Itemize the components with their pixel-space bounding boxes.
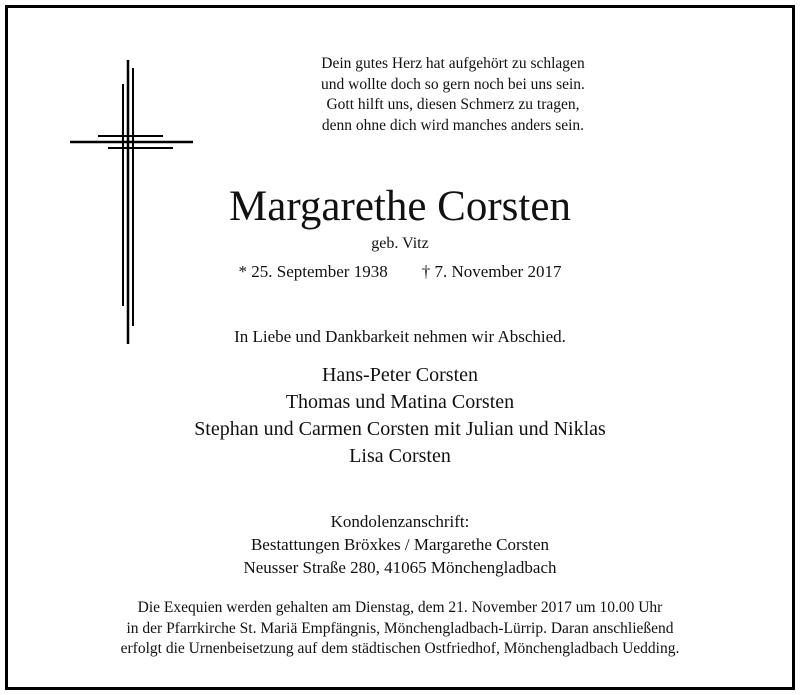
funeral-line: Die Exequien werden gehalten am Dienstag, dem 21. November 2017 um 10.00 Uhr	[137, 599, 663, 616]
poem	[278, 54, 628, 136]
funeral-line: in der Pfarrkirche St. Mariä Empfängnis, Mönchengladbach-Lürrip. Daran anschließend	[126, 619, 674, 637]
condolence-line: Neusser Straße 280, 41065 Mönchengladbach	[243, 558, 557, 577]
mourner: Lisa Corsten	[349, 445, 451, 467]
life-dates	[8, 261, 792, 283]
mourner: Stephan und Carmen Corsten mit Julian und Niklas	[194, 418, 606, 440]
poem-line: Dein gutes Herz hat aufgehört zu schlagen	[321, 55, 585, 72]
funeral-details	[8, 598, 792, 660]
condolence-address	[8, 510, 792, 579]
deceased-name: Margarethe Corsten	[229, 183, 571, 230]
poem-line: Gott hilft uns, diesen Schmerz zu tragen,	[326, 96, 580, 113]
birth-name: geb. Vitz	[371, 235, 429, 252]
mourner: Thomas und Matina Corsten	[285, 391, 515, 413]
condolence-heading: Kondolenzanschrift:	[330, 512, 470, 531]
poem-line: und wollte doch so gern noch bei uns sein.	[321, 75, 585, 93]
poem-line: denn ohne dich wird manches anders sein.	[321, 116, 585, 134]
death-date: † 7. November 2017	[421, 262, 562, 281]
mourners-list	[8, 362, 792, 470]
obituary-card	[5, 5, 795, 690]
mourner: Hans-Peter Corsten	[321, 364, 479, 386]
condolence-line: Bestattungen Bröxkes / Margarethe Corsten	[250, 535, 550, 554]
farewell-text: In Liebe und Dankbarkeit nehmen wir Abschied.	[234, 327, 566, 346]
funeral-line: erfolgt die Urnenbeisetzung auf dem städtischen Ostfriedhof, Mönchengladbach Uedding.	[120, 640, 680, 657]
birth-date: * 25. September 1938	[238, 262, 388, 281]
